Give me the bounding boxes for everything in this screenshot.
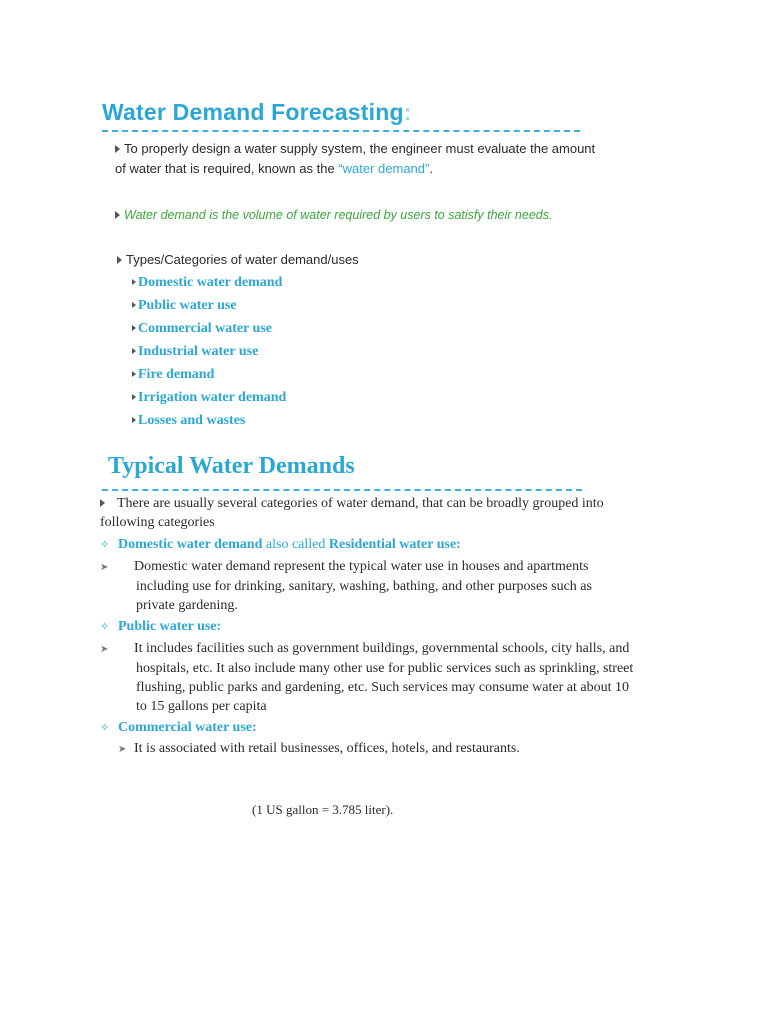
domestic-text: Domestic water demand represent the typical water use in houses and apartments including use for drinking, sanitary, washing, bathing, and other purposes such as private gardening. xyxy=(134,559,592,613)
type-label: Losses and wastes xyxy=(138,413,246,428)
type-label: Irrigation water demand xyxy=(138,390,287,405)
list-item xyxy=(132,386,286,409)
commercial-text: It is associated with retail businesses, offices, hotels, and restaurants. xyxy=(134,741,520,756)
bullet-triangle-icon xyxy=(132,279,136,285)
public-heading xyxy=(100,617,221,637)
list-item xyxy=(132,294,286,317)
arrow-bullet-icon: ➤ xyxy=(100,644,109,655)
bullet-triangle-icon xyxy=(115,211,120,219)
list-item xyxy=(132,363,286,386)
types-list xyxy=(132,271,286,432)
bullet-triangle-icon xyxy=(132,325,136,331)
type-label: Domestic water demand xyxy=(138,275,283,290)
section2-intro-text: There are usually several categories of water demand, that can be broadly grouped into following categories xyxy=(100,496,604,530)
diamond-bullet-icon: ✧ xyxy=(100,722,110,734)
arrow-bullet-icon: ➤ xyxy=(100,562,109,573)
public-text: It includes facilities such as government buildings, governmental schools, city halls, and hospitals, etc. It also include many other use for public services such as sprinkling, street flushing, public parks and gardening, etc. Such services may consume water at about 10 to 15 gallons per capita xyxy=(134,641,634,714)
diamond-bullet-icon: ✧ xyxy=(100,621,110,633)
type-label: Industrial water use xyxy=(138,344,259,359)
bullet-triangle-icon xyxy=(132,302,136,308)
list-item xyxy=(132,409,286,432)
section1-title-suffix: : xyxy=(403,99,412,125)
intro-highlight: “water demand” xyxy=(338,161,430,176)
section1-intro xyxy=(115,139,600,179)
section1-title-text: Water Demand Forecasting xyxy=(102,99,404,125)
list-item xyxy=(132,340,286,363)
footnote: (1 US gallon = 3.785 liter). xyxy=(252,802,394,817)
domestic-mid: also called xyxy=(265,537,326,552)
commercial-label: Commercial water use: xyxy=(118,720,257,735)
bullet-triangle-icon xyxy=(117,256,122,264)
intro-end: . xyxy=(429,161,433,176)
types-heading xyxy=(117,250,359,270)
section2-divider xyxy=(102,489,582,491)
section1-definition xyxy=(115,205,615,225)
commercial-description xyxy=(118,739,618,759)
types-heading-text: Types/Categories of water demand/uses xyxy=(126,252,359,267)
section1-title xyxy=(102,99,412,126)
bullet-triangle-icon xyxy=(132,371,136,377)
domestic-heading xyxy=(100,535,620,555)
section2-intro xyxy=(100,494,620,532)
bullet-triangle-icon xyxy=(132,394,136,400)
public-description xyxy=(100,639,636,716)
definition-text: Water demand is the volume of water required by users to satisfy their needs. xyxy=(124,208,553,222)
list-item xyxy=(132,317,286,340)
domestic-alt: Residential water use: xyxy=(328,537,461,552)
intro-text: To properly design a water supply system, the engineer must evaluate the amount of water that is required, known as the xyxy=(115,141,596,176)
bullet-triangle-icon xyxy=(132,348,136,354)
section1-divider xyxy=(102,130,580,132)
bullet-triangle-icon xyxy=(115,145,120,153)
diamond-bullet-icon: ✧ xyxy=(100,539,110,551)
section2-title: Typical Water Demands xyxy=(108,453,355,479)
commercial-heading xyxy=(100,718,257,738)
arrow-bullet-icon: ➤ xyxy=(118,744,127,755)
list-item xyxy=(132,271,286,294)
bullet-triangle-icon xyxy=(100,499,105,507)
public-label: Public water use: xyxy=(118,619,222,634)
domestic-description xyxy=(100,557,626,615)
domestic-label: Domestic water demand xyxy=(118,537,263,552)
type-label: Public water use xyxy=(138,298,237,313)
bullet-triangle-icon xyxy=(132,417,136,423)
type-label: Commercial water use xyxy=(138,321,272,336)
type-label: Fire demand xyxy=(138,367,215,382)
